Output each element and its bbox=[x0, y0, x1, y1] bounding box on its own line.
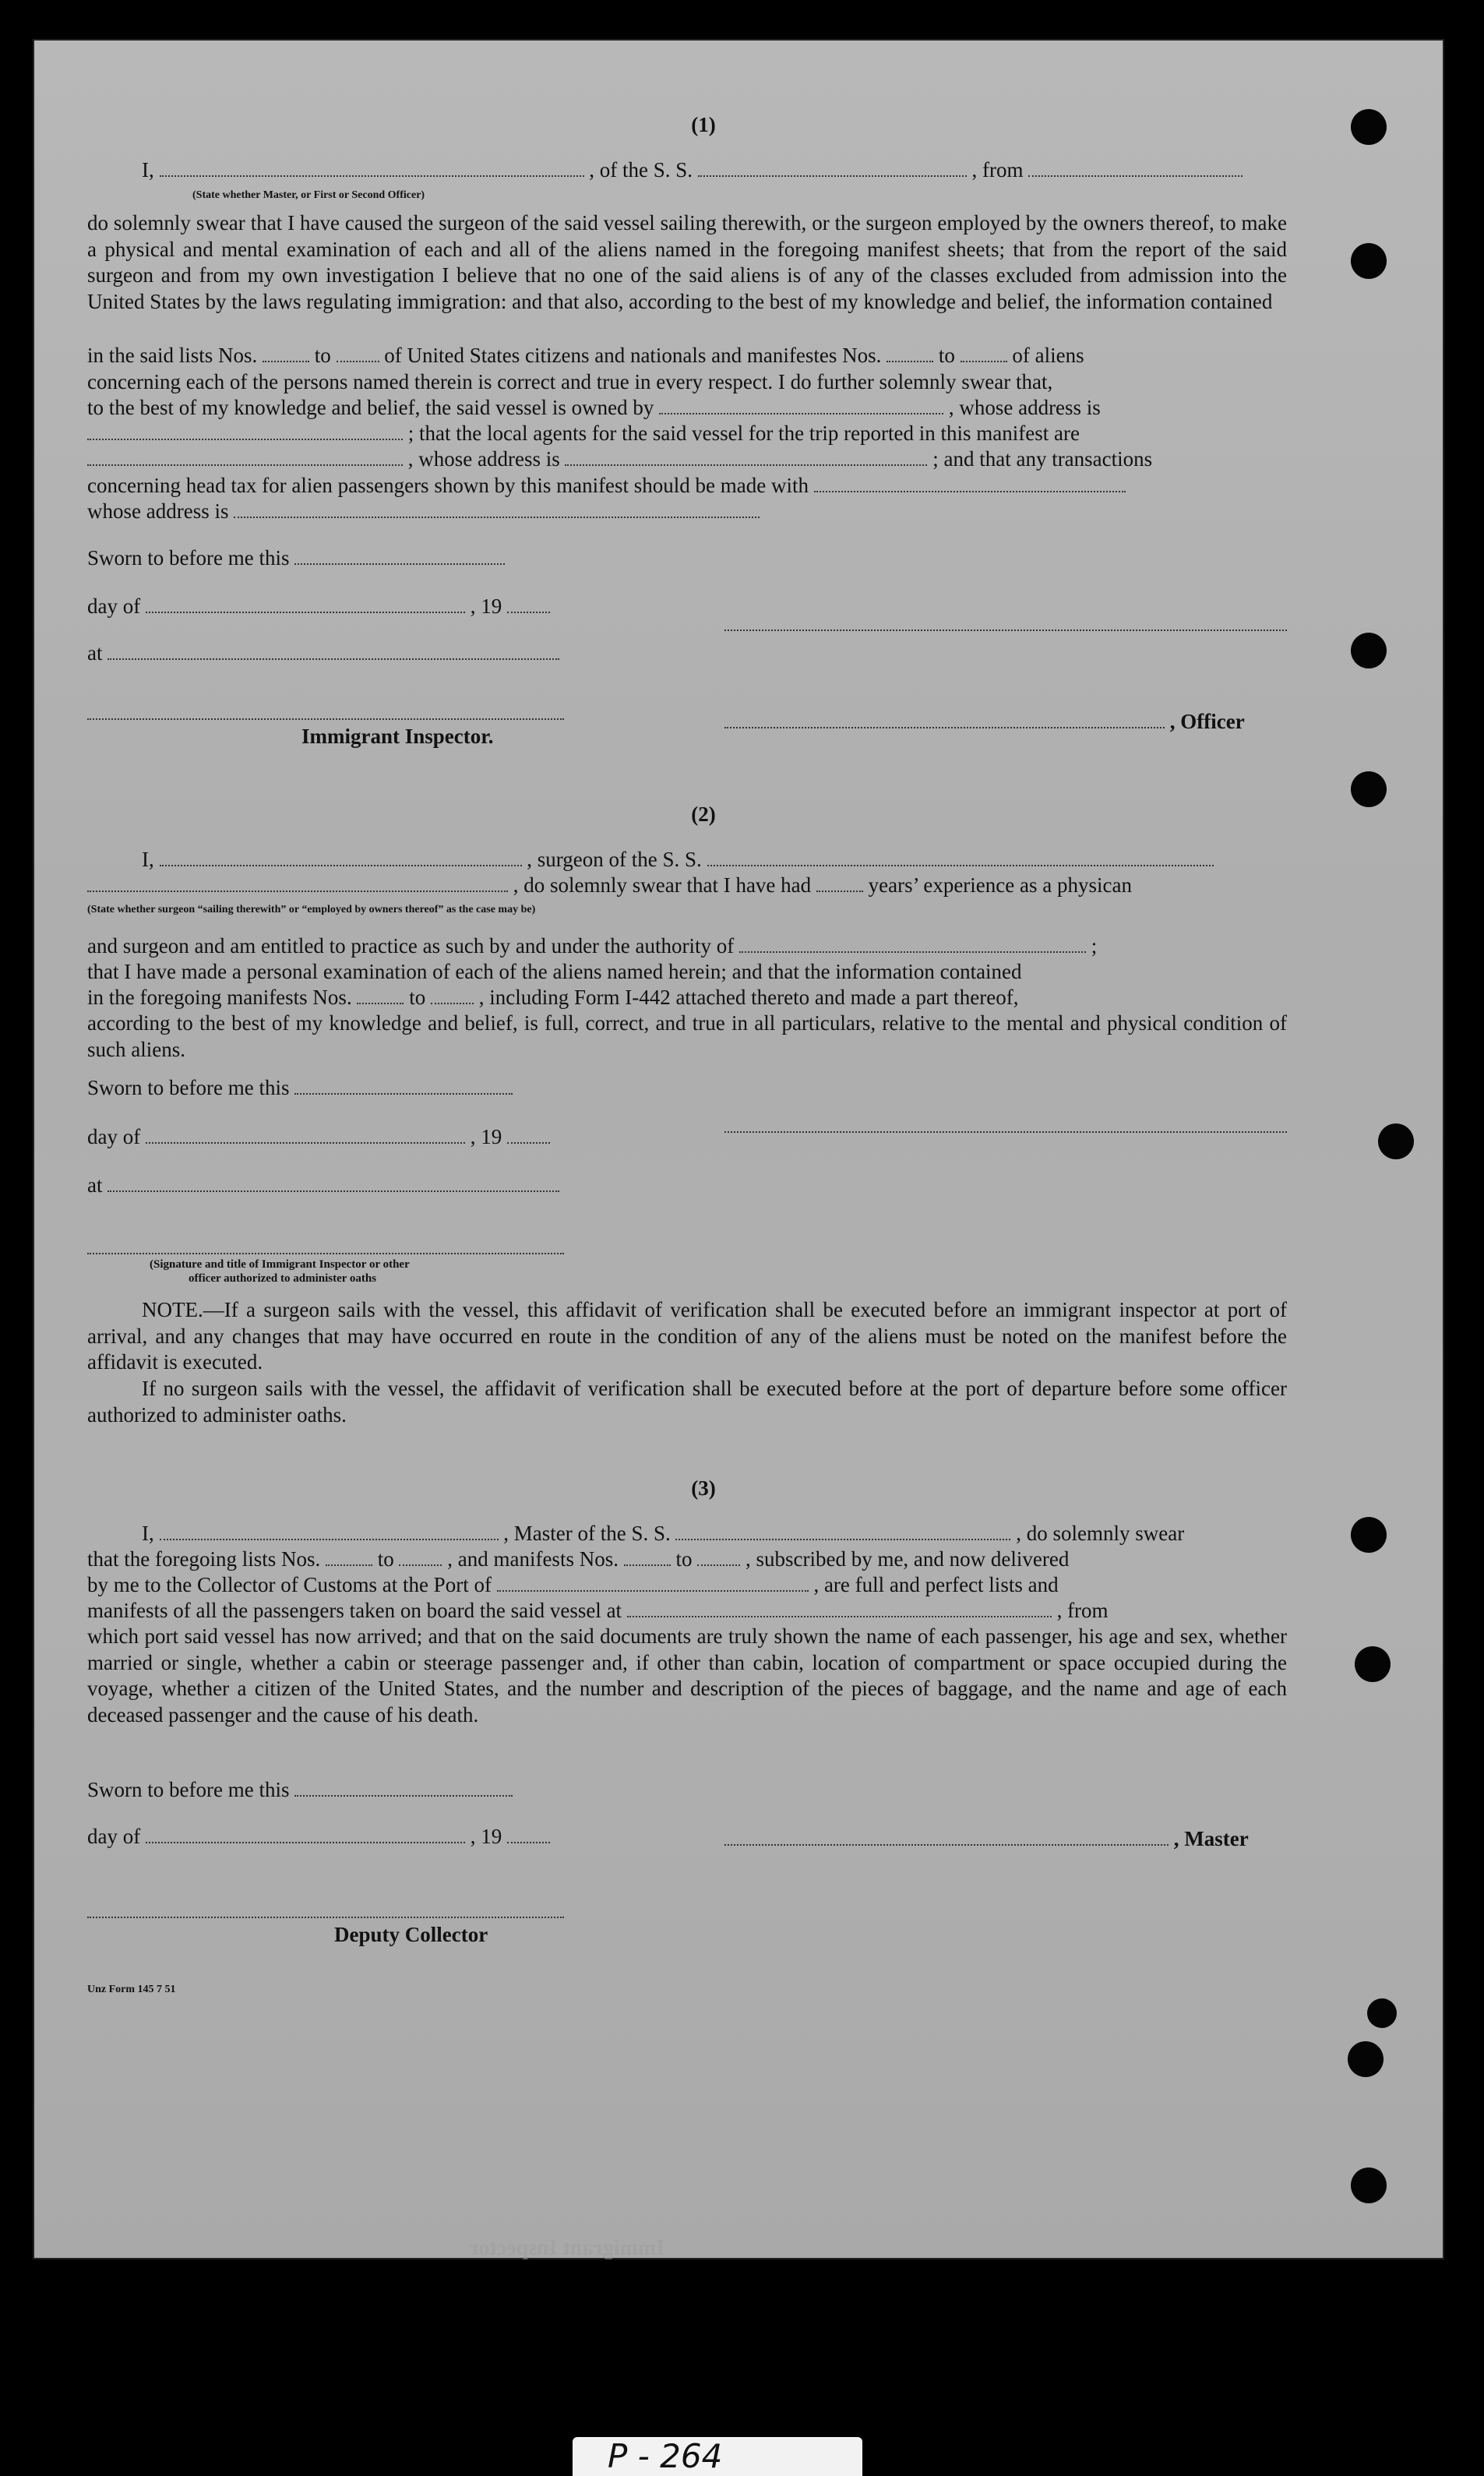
form-sheet bbox=[33, 39, 1444, 2259]
section-2-number: (2) bbox=[691, 802, 716, 826]
section-3-lists-line bbox=[87, 1547, 1069, 1572]
label-entitled: and surgeon and am entitled to practice as such by and under the authority of bbox=[87, 934, 735, 958]
caption-surgeon-type: (State whether surgeon “sailing therewith” or “employed by owners thereof” as the case may be) bbox=[87, 904, 536, 915]
sworn-year-field[interactable] bbox=[507, 594, 550, 613]
section-1-officer-line bbox=[142, 157, 1243, 183]
form-number: Unz Form 145 7 51 bbox=[87, 1984, 176, 1995]
deputy-collector-signature-line[interactable] bbox=[87, 1917, 564, 1918]
section-2-at-line bbox=[87, 1173, 559, 1198]
section-3-date-line bbox=[87, 1824, 550, 1850]
section-1-at-line bbox=[87, 640, 559, 666]
label-local-agents: ; that the local agents for the said vessel for the trip reported in this manifest are bbox=[407, 421, 1080, 445]
label-to: to bbox=[377, 1547, 394, 1571]
section-2-manifests-line bbox=[87, 985, 1018, 1011]
head-tax-agent-field[interactable] bbox=[814, 474, 1126, 492]
master-vessel-field[interactable] bbox=[675, 1522, 1010, 1540]
punch-hole bbox=[1378, 1123, 1414, 1159]
label-whose-address: whose address is bbox=[87, 499, 229, 523]
section-1-lists-line bbox=[87, 343, 1084, 369]
label-manifests-nos: , and manifests Nos. bbox=[447, 1547, 619, 1571]
section-1-number: (1) bbox=[691, 113, 716, 136]
label-year: , 19 bbox=[470, 1825, 502, 1848]
owner-field[interactable] bbox=[659, 396, 943, 414]
label-surgeon-of-ss: , surgeon of the S. S. bbox=[527, 848, 702, 871]
section-1-agents-line bbox=[87, 421, 1080, 446]
deputy-collector-title: Deputy Collector bbox=[334, 1923, 488, 1946]
port-field[interactable] bbox=[497, 1573, 809, 1592]
label-of-ss: , of the S. S. bbox=[589, 158, 693, 182]
label-citizens-manifests: of United States citizens and nationals and manifestes Nos. bbox=[384, 344, 882, 367]
section-2-date-line bbox=[87, 1124, 550, 1150]
section-3-collector-line bbox=[87, 1572, 1059, 1598]
officer-signature-field[interactable] bbox=[724, 710, 1165, 728]
section-3-sworn-line bbox=[87, 1777, 513, 1803]
inspector-title: Immigrant Inspector. bbox=[301, 725, 494, 748]
punch-hole bbox=[1367, 1998, 1397, 2028]
punch-hole bbox=[1351, 1517, 1387, 1553]
label-sworn: Sworn to before me this bbox=[87, 1076, 290, 1099]
surgeon-type-field[interactable] bbox=[87, 873, 508, 892]
label-full-perfect: , are full and perfect lists and bbox=[813, 1573, 1059, 1596]
handwritten-tag-text: P - 264 bbox=[608, 2437, 723, 2475]
label-passengers: manifests of all the passengers taken on board the said vessel at bbox=[87, 1599, 622, 1622]
officer-title: , Officer bbox=[1169, 710, 1245, 733]
label-subscribed: , subscribed by me, and now delivered bbox=[745, 1547, 1070, 1571]
manifests-from-field[interactable] bbox=[357, 986, 404, 1004]
master-title: , Master bbox=[1173, 1827, 1249, 1850]
sworn-day-field[interactable] bbox=[294, 546, 505, 565]
lists-to-field[interactable] bbox=[337, 344, 379, 362]
signature-line-officer-top[interactable] bbox=[724, 630, 1287, 631]
years-experience-field[interactable] bbox=[816, 873, 863, 892]
label-do-swear: , do solemnly swear bbox=[1016, 1522, 1185, 1545]
label-to: to bbox=[938, 344, 955, 367]
section-2-experience-line bbox=[87, 873, 1132, 898]
label-i: I, bbox=[142, 1522, 154, 1545]
label-day-of: day of bbox=[87, 1825, 141, 1848]
label-transactions: ; and that any transactions bbox=[932, 447, 1153, 471]
vessel-name-field[interactable] bbox=[698, 158, 967, 177]
sworn-day-field[interactable] bbox=[294, 1778, 513, 1797]
label-owned-by: to the best of my knowledge and belief, the said vessel is owned by bbox=[87, 396, 654, 419]
section-2-sworn-line bbox=[87, 1075, 513, 1101]
section-3-paragraph: which port said vessel has now arrived; and that on the said documents are truly shown the name of each passenger, his age and sex, whether married or single, whether a cabin or steerage passenger and, if other than cabin, location of compartment or space occupied during the voyage, whether a citizen of the United States, and the number and description of the pieces of baggage, and the name and age of each deceased passenger and the cause of his death. bbox=[87, 1624, 1287, 1726]
surgeon-signature-line[interactable] bbox=[724, 1131, 1287, 1133]
section-2-examination-line: that I have made a personal examination of each of the aliens named herein; and that the information contained bbox=[87, 960, 1022, 983]
label-of-aliens: of aliens bbox=[1012, 344, 1084, 367]
section-1-head-tax-address-line bbox=[87, 499, 760, 524]
authority-field[interactable] bbox=[739, 934, 1086, 953]
label-lists-nos: that the foregoing lists Nos. bbox=[87, 1547, 321, 1571]
section-3-passengers-line bbox=[87, 1598, 1109, 1624]
label-manifests-nos: in the foregoing manifests Nos. bbox=[87, 986, 352, 1009]
master-name-field[interactable] bbox=[160, 1522, 499, 1540]
sworn-place-field[interactable] bbox=[108, 641, 559, 660]
surgeon-name-field[interactable] bbox=[160, 848, 522, 866]
label-to: to bbox=[409, 986, 426, 1009]
punch-hole bbox=[1351, 2167, 1387, 2203]
label-collector: by me to the Collector of Customs at the Port of bbox=[87, 1573, 492, 1596]
label-at: at bbox=[87, 1173, 103, 1197]
lists-to-field[interactable] bbox=[399, 1547, 442, 1566]
label-whose-address: , whose address is bbox=[407, 447, 560, 471]
note-paragraph-2: If no surgeon sails with the vessel, the affidavit of verification shall be executed before at the port of departure before some officer authorized to administer oaths. bbox=[87, 1377, 1287, 1427]
manifests-to-field[interactable] bbox=[961, 344, 1007, 362]
label-form-i442: , including Form I-442 attached thereto and made a part thereof, bbox=[478, 986, 1019, 1009]
manifests-from-field[interactable] bbox=[887, 344, 933, 362]
section-1-head-tax-line bbox=[87, 473, 1126, 499]
punch-hole bbox=[1348, 2041, 1384, 2077]
section-3-master-line bbox=[142, 1521, 1184, 1547]
label-master-of-ss: , Master of the S. S. bbox=[503, 1522, 671, 1545]
lists-from-field[interactable] bbox=[326, 1547, 372, 1566]
label-i: I, bbox=[142, 848, 154, 871]
label-sworn: Sworn to before me this bbox=[87, 546, 290, 570]
sworn-month-field[interactable] bbox=[146, 594, 465, 613]
label-to: to bbox=[314, 344, 331, 367]
punch-hole bbox=[1355, 1646, 1391, 1682]
section-2-paragraph: according to the best of my knowledge and belief, is full, correct, and true in all particulars, relative to the mental and physical condition of such aliens. bbox=[87, 1011, 1287, 1061]
label-day-of: day of bbox=[87, 594, 141, 618]
sworn-day-field[interactable] bbox=[294, 1076, 513, 1095]
sworn-month-field[interactable] bbox=[146, 1825, 465, 1843]
departure-port-field[interactable] bbox=[1028, 158, 1243, 177]
agents-field[interactable] bbox=[87, 447, 403, 466]
section-3-number: (3) bbox=[691, 1476, 716, 1500]
section-1-owner-line bbox=[87, 395, 1101, 421]
master-signature-field[interactable] bbox=[724, 1827, 1169, 1846]
section-1-concerning-line: concerning each of the persons named therein is correct and true in every respect. I do further solemnly swear that, bbox=[87, 370, 1053, 393]
officer-signature-line bbox=[724, 709, 1245, 735]
surgeon-vessel-field[interactable] bbox=[707, 848, 1214, 866]
label-sworn: Sworn to before me this bbox=[87, 1778, 290, 1801]
officer-name-field[interactable] bbox=[160, 158, 584, 177]
section-1-paragraph: do solemnly swear that I have caused the surgeon of the said vessel sailing therewith, or the surgeon employed by the owners thereof, to make a physical and mental examination of each and all of the aliens named in the foregoing manifest sheets; that from the report of the said surgeon and from my own investigation I believe that no one of the said aliens is of any of the classes excluded from admission into the United States by the laws regulating immigration: and that also, according to the best of my knowledge and belief, the information contained bbox=[87, 211, 1287, 313]
caption-signature-title-2: officer authorized to administer oaths bbox=[189, 1272, 377, 1285]
manifests-to-field[interactable] bbox=[431, 986, 474, 1004]
section-2-authority-line: and surgeon and am entitled to practice as such by and under the authority of ; bbox=[87, 934, 1098, 958]
label-from: , from bbox=[971, 158, 1024, 182]
manifests-from-field[interactable] bbox=[624, 1547, 671, 1566]
label-years-experience: years’ experience as a physican bbox=[868, 873, 1132, 897]
embarkation-port-field[interactable] bbox=[627, 1599, 1052, 1617]
label-swear-had: , do solemnly swear that I have had bbox=[513, 873, 812, 897]
master-signature-line bbox=[724, 1826, 1249, 1852]
label-lists-nos: in the said lists Nos. bbox=[87, 344, 258, 367]
administering-officer-signature-line[interactable] bbox=[87, 1253, 564, 1254]
sworn-year-field[interactable] bbox=[507, 1125, 550, 1144]
label-i: I, bbox=[142, 158, 154, 182]
owner-address-field[interactable] bbox=[87, 421, 403, 440]
label-to: to bbox=[675, 1547, 693, 1571]
lists-from-field[interactable] bbox=[263, 344, 309, 362]
sworn-year-field[interactable] bbox=[507, 1825, 550, 1843]
label-from: , from bbox=[1056, 1599, 1109, 1622]
agents-address-field[interactable] bbox=[565, 447, 927, 466]
section-1-agents-address-line bbox=[87, 446, 1152, 472]
sworn-place-field[interactable] bbox=[108, 1173, 559, 1192]
note-paragraph-1: NOTE.—If a surgeon sails with the vessel, this affidavit of verification shall be executed before an immigrant inspector at port of arrival, and any changes that may have occurred en route in the condition of any of the aliens must be noted on the manifest before the affidavit is executed. bbox=[87, 1298, 1287, 1374]
caption-signature-title-1: (Signature and title of Immigrant Inspector or other bbox=[150, 1258, 410, 1271]
sworn-month-field[interactable] bbox=[146, 1125, 465, 1144]
section-1-sworn-line bbox=[87, 545, 505, 571]
inspector-signature-line[interactable] bbox=[87, 718, 564, 720]
label-head-tax: concerning head tax for alien passengers shown by this manifest should be made with bbox=[87, 474, 809, 497]
caption-officer-rank: (State whether Master, or First or Second Officer) bbox=[192, 189, 425, 201]
section-1-date-line bbox=[87, 594, 550, 619]
bleed-through-text: Immigrant Inspector bbox=[469, 2236, 665, 2260]
label-whose-address: , whose address is bbox=[948, 396, 1101, 419]
section-2-surgeon-line bbox=[142, 847, 1214, 873]
label-at: at bbox=[87, 641, 103, 665]
punch-hole bbox=[1351, 633, 1387, 668]
punch-hole bbox=[1351, 243, 1387, 279]
manifests-to-field[interactable] bbox=[697, 1547, 740, 1566]
label-day-of: day of bbox=[87, 1125, 141, 1148]
label-year: , 19 bbox=[470, 1125, 502, 1148]
head-tax-address-field[interactable] bbox=[234, 499, 760, 518]
label-year: , 19 bbox=[470, 594, 502, 618]
